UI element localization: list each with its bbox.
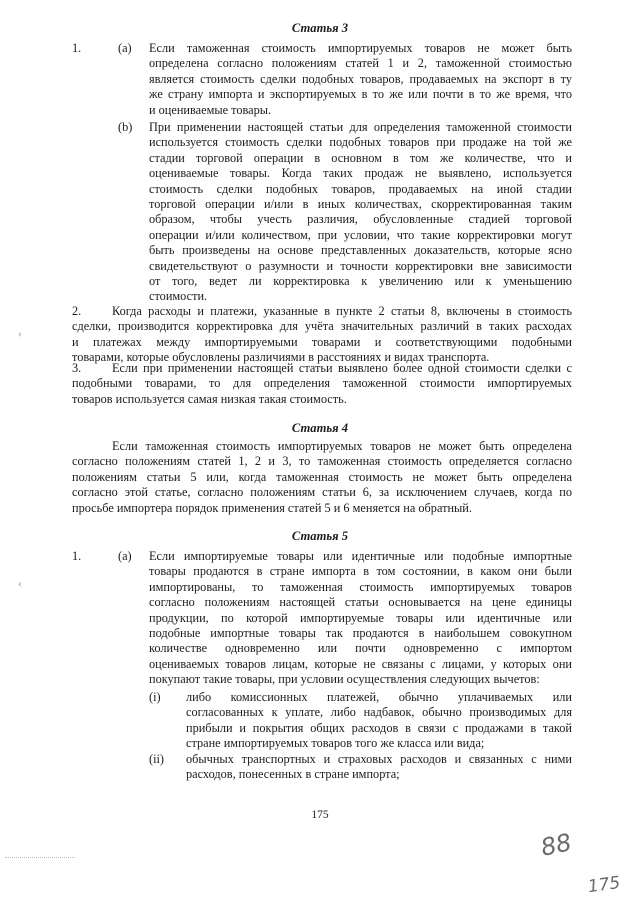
text-line: согласно положениям настоящей статьи основывается на цене единицы <box>149 595 572 610</box>
article-5-heading: Статья 5 <box>291 529 349 543</box>
text-line: продукции, по которой импортируемые товары или идентичные или <box>149 610 572 625</box>
text-line: Когда расходы и платежи, указанные в пункте 2 статьи 8, включены в стоимость <box>112 304 572 318</box>
article-5-sub-i-label: (i) <box>149 690 161 704</box>
text-line: Если импортируемые товары или идентичные или подобные импортные <box>149 549 572 563</box>
text-line: Если при применении настоящей статьи выявлено более одной стоимости сделки с <box>112 361 572 375</box>
handwritten-mark: 88 <box>538 828 574 862</box>
handwritten-stamp: 175 <box>586 872 622 898</box>
text-line: торговой операции и/или в иных количествах, скорректированная таким <box>149 196 572 211</box>
text-line: товарами, которые обусловлены различиями в расстояниях и видах транспорта. <box>72 350 490 365</box>
text-line: количестве одновременно или почти одновременно с импортом <box>149 641 572 656</box>
text-line: товары продаются в стране импорта в том состоянии, в каком они были <box>149 564 572 579</box>
text-line: стадии торговой операции в основном в том же количестве, что и <box>149 150 572 165</box>
text-line: же страну импорта и экспортируемых в то же или почти в то же время, что <box>149 87 572 102</box>
text-line: свидетельствуют о разумности и точности корректировки вне зависимости <box>149 258 572 273</box>
text-line: оцениваемые товары. Когда таких продаж не выявлено, используется <box>149 166 572 181</box>
text-line: расходов, понесенных в стране импорта; <box>186 767 400 782</box>
text-line: согласованных к уплате, либо надбавок, обычно производимых для <box>186 705 572 720</box>
text-line: и оцениваемые товары. <box>149 102 272 117</box>
text-line: подобными товарами, то для определения таможенной стоимости импортируемых <box>72 376 572 391</box>
article-3-p3-number: 3. <box>72 361 82 375</box>
text-line: прибыли и покрытия общих расходов в связи с продажами в такой <box>186 720 572 735</box>
text-line: стоимость сделки подобных товаров, продаваемых на иной стадии <box>149 181 572 196</box>
text-line: определена согласно положениям статей 1 и 2, таможенной стоимостью <box>149 56 572 71</box>
text-line: и платежах между импортируемыми товарами и соответствующими подобными <box>72 334 572 349</box>
text-line: покупают такие товары, при условии осуществления следующих вычетов: <box>149 672 540 687</box>
article-5-p1-number: 1. <box>72 549 82 563</box>
scan-edge-mark <box>5 857 75 858</box>
text-line: либо комиссионных платежей, обычно уплачиваемых или <box>186 690 572 704</box>
article-5-sub-ii-label: (ii) <box>149 752 165 766</box>
text-line: операции и/или количеством, при условии, что такие корректировки могут <box>149 227 572 242</box>
text-line: обычных транспортных и страховых расходов и связанных с ними <box>186 752 572 766</box>
page-number: 175 <box>311 809 329 821</box>
text-line: При применении настоящей статьи для определения таможенной стоимости <box>149 120 572 134</box>
text-line: Если таможенная стоимость импортируемых товаров не может быть определена <box>112 439 572 453</box>
text-line: товаров используется самая низкая такая стоимость. <box>72 391 347 406</box>
scan-margin-mark: ‹ <box>18 326 22 340</box>
text-line: Если таможенная стоимость импортируемых товаров не может быть <box>149 41 572 55</box>
scan-margin-mark: ‹ <box>18 576 22 590</box>
text-line: просьбе импортера порядок применения статей 5 и 6 меняется на обратный. <box>72 500 472 515</box>
article-5-sub-ii-text <box>186 752 572 783</box>
article-3-heading: Статья 3 <box>291 21 349 35</box>
article-3-p1-number: 1. <box>72 41 82 55</box>
text-line: импортированы, то таможенная стоимость импортируемых товаров <box>149 579 572 594</box>
article-5-p1a-label: (a) <box>118 549 132 563</box>
article-3-p1a-text <box>149 41 572 118</box>
article-3-p2-text <box>72 304 572 366</box>
article-3-p2-number: 2. <box>72 304 82 318</box>
text-line: стране импортируемых товаров того же класса или вида; <box>186 736 485 751</box>
text-line: сделки, производится корректировка для учёта значительных различий в таких расходах <box>72 319 572 334</box>
text-line: согласно этой статье, согласно положениям статьи 6, за исключением случаев, когда по <box>72 485 572 500</box>
text-line: стоимости. <box>149 289 208 304</box>
article-4-text <box>72 439 572 516</box>
article-3-p1a-label: (a) <box>118 41 132 55</box>
article-5-sub-i-text <box>186 690 572 752</box>
article-3-p1b-label: (b) <box>118 120 133 134</box>
text-line: от того, ведет ли корректировка к увеличению или к уменьшению <box>149 273 572 288</box>
text-line: согласно положениям статей 1, 2 и 3, то таможенная стоимость определяется согласно <box>72 454 572 469</box>
text-line: оцениваемых товаров лицам, которые не связаны с лицами, у которых они <box>149 656 572 671</box>
article-3-p1b-text <box>149 120 572 305</box>
article-4-heading: Статья 4 <box>291 421 349 435</box>
text-line: образом, чтобы учесть различия, обусловленные стадией торговой <box>149 212 572 227</box>
text-line: является стоимость сделки подобных товаров, продаваемых на экспорт в ту <box>149 71 572 86</box>
text-line: подобные импортные товары так продаются в наибольшем совокупном <box>149 625 572 640</box>
text-line: положениям статьи 5 или, когда таможенная стоимость не может быть определена <box>72 469 572 484</box>
article-5-p1a-text <box>149 549 572 688</box>
text-line: используется стоимость сделки подобных товаров при продаже на той же <box>149 135 572 150</box>
text-line: быть произведены на основе представленных доказательств, которые ясно <box>149 243 572 258</box>
article-3-p3-text <box>72 361 572 407</box>
